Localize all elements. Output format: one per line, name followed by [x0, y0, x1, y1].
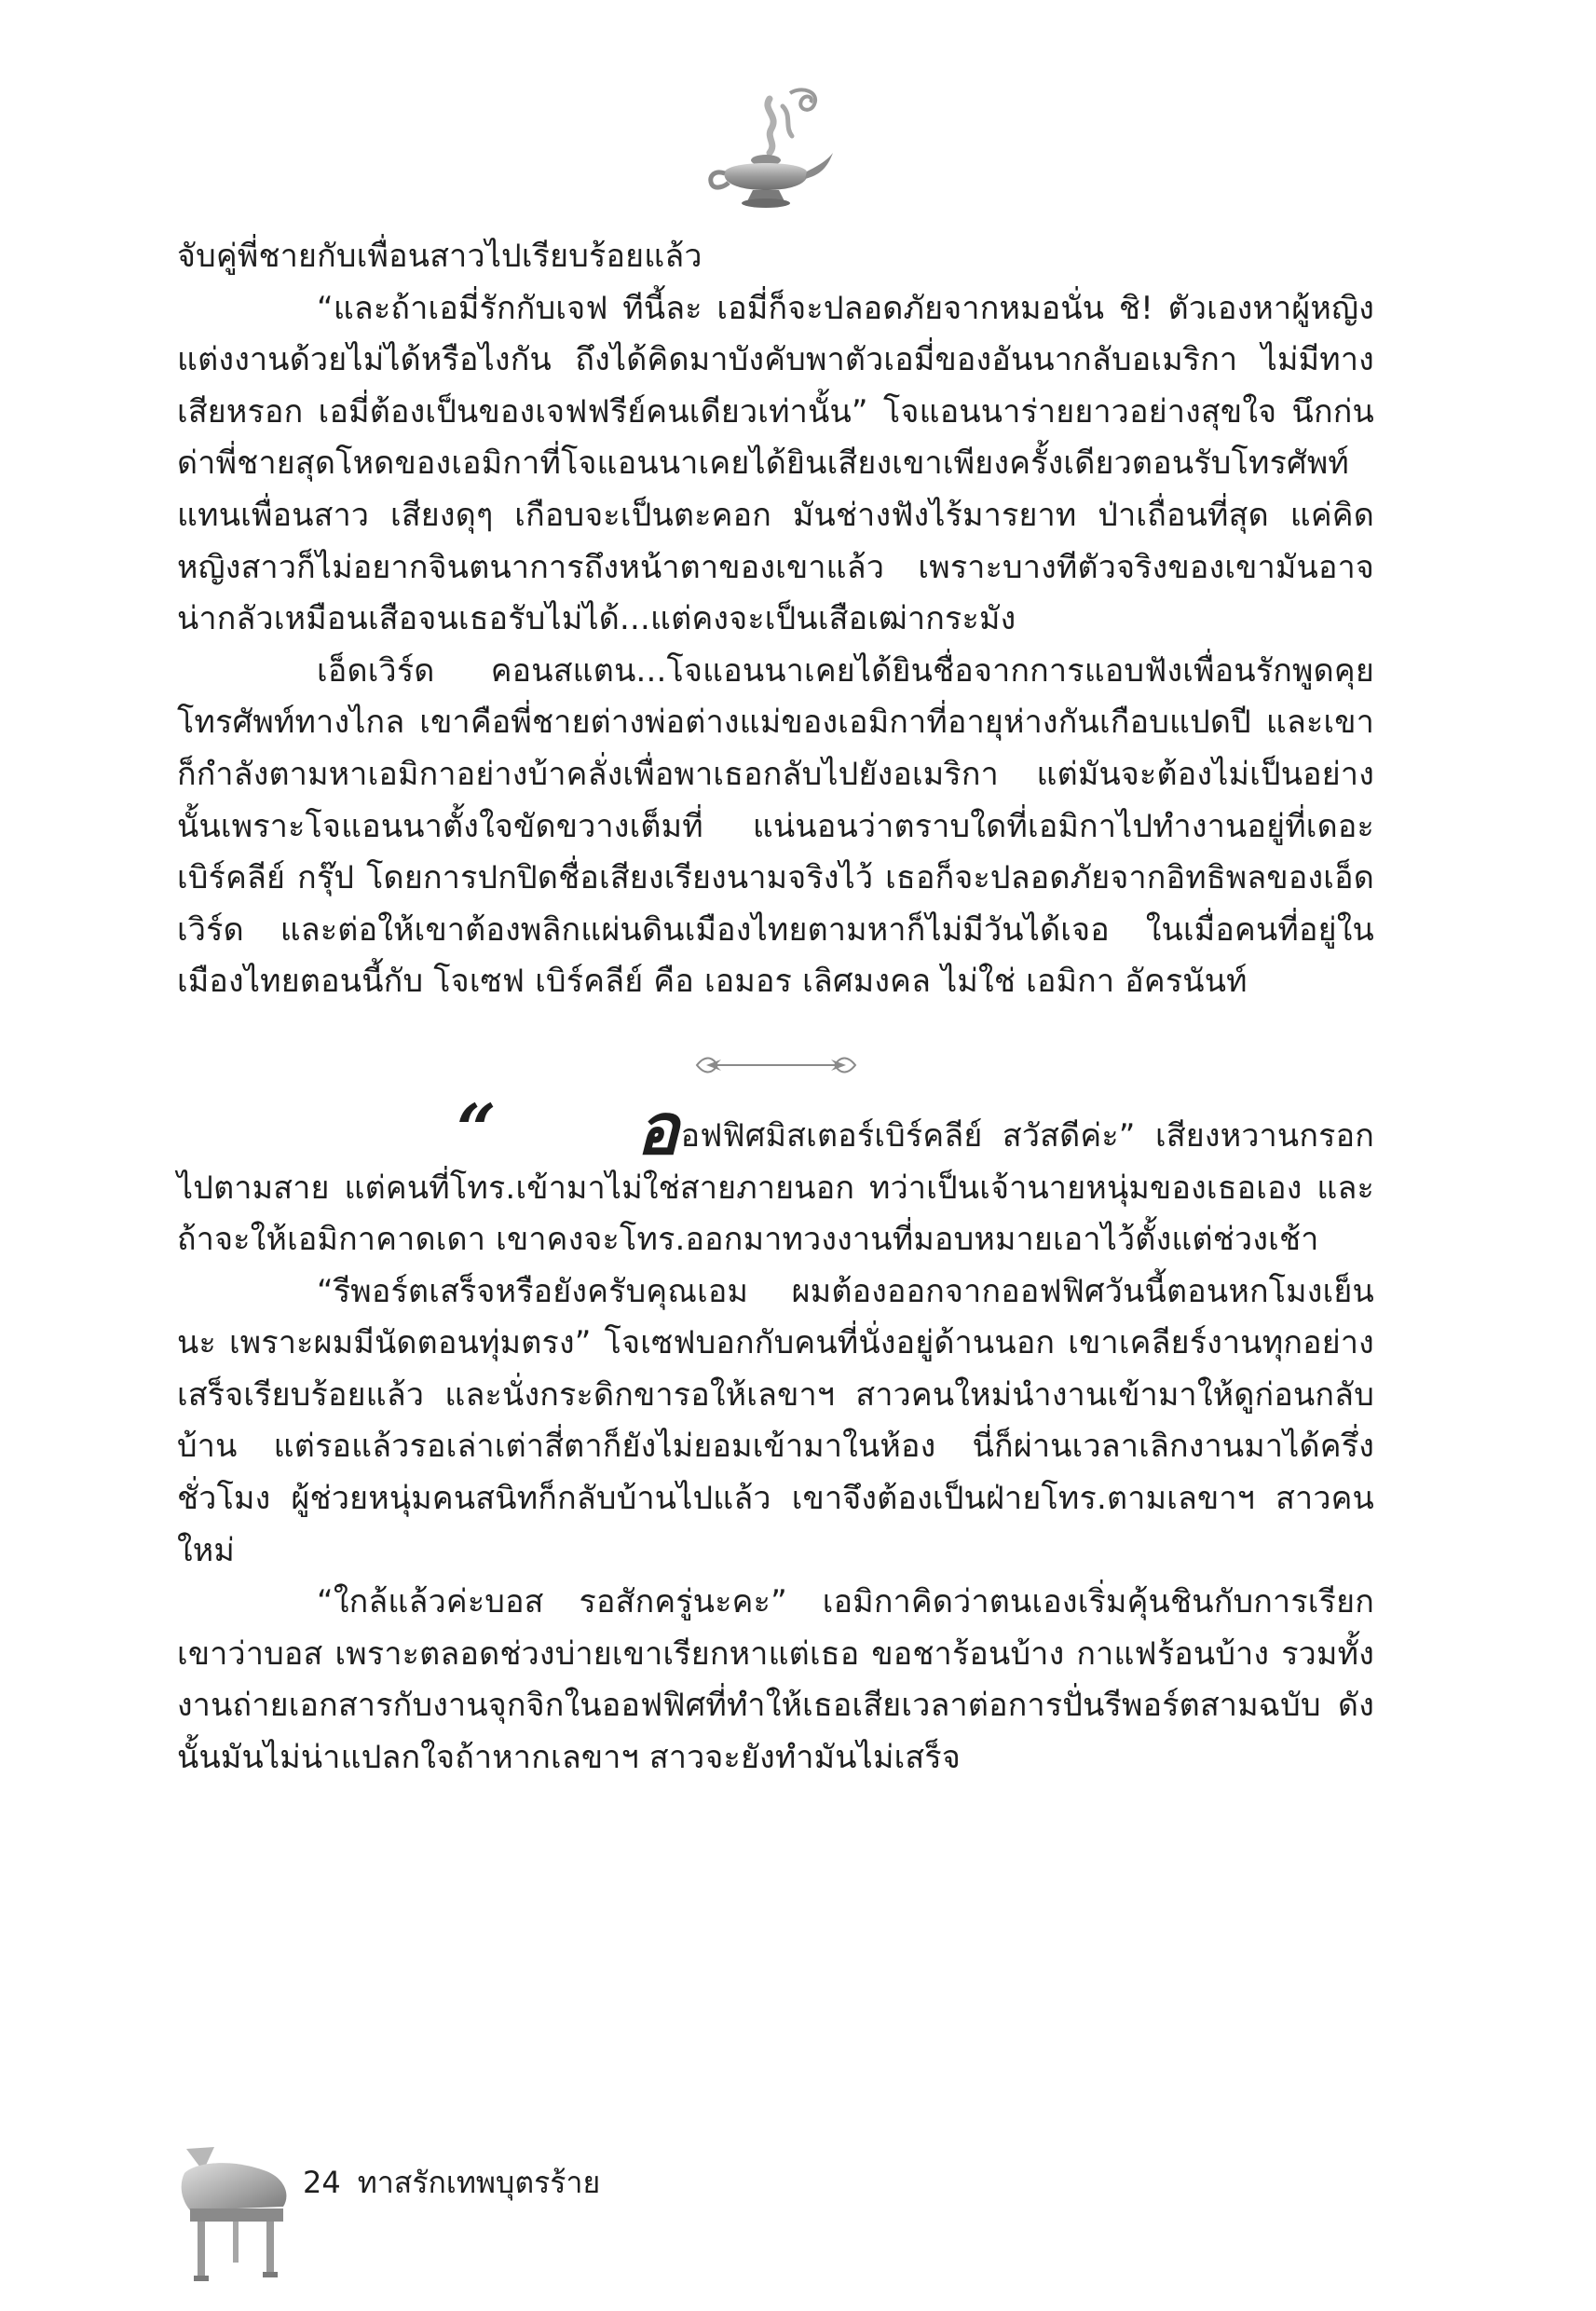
paragraph: “รีพอร์ตเสร็จหรือยังครับคุณเอม ผมต้องออกจากออฟฟิศวันนี้ตอนหกโมงเย็นนะ เพราะผมมีนัดตอนทุ่มตรง” โจเซฟบอกกับคนที่นั่งอยู่ด้านนอก เขาเคลียร์งานทุกอย่างเสร็จเรียบร้อยแล้ว และนั่งกระดิกขารอให้เลขาฯ สาวคนใหม่นำงานเข้ามาให้ดูก่อนกลับบ้าน แต่รอแล้วรอเล่าเต่าสี่ตาก็ยังไม่ยอมเข้ามาในห้อง นี่ก็ผ่านเวลาเลิกงานมาได้ครึ่งชั่วโมง ผู้ช่วยหนุ่มคนสนิทก็กลับบ้านไปแล้ว เขาจึงต้องเป็นฝ่ายโทร.ตามเลขาฯ สาวคนใหม่ — [177, 1272, 1374, 1569]
lead-text: อฟฟิศมิสเตอร์เบิร์คลีย์ สวัสดีค่ะ” เสียงหวานกรอกไปตามสาย แต่คนที่โทร.เข้ามาไม่ใช่สายภายนอก ทว่าเป็นเจ้านายหนุ่มของเธอเอง และถ้าจะให้เอมิกาคาดเดา เขาคงจะโทร.ออกมาทวงงานที่มอบหมายเอาไว้ตั้งแต่ช่วงเช้า — [177, 1116, 1374, 1259]
page-footer — [177, 2143, 1016, 2283]
chapter-section-lead — [177, 1087, 1374, 1266]
paragraph: “และถ้าเอมี่รักกับเจฟ ทีนี้ละ เอมี่ก็จะปลอดภัยจากหมอนั่น ชิ! ตัวเองหาผู้หญิงแต่งงานด้วยไม่ได้หรือไงกัน ถึงได้คิดมาบังคับพาตัวเอมี่ของอันนากลับอเมริกา ไม่มีทางเสียหรอก เอมี่ต้องเป็นของเจฟฟรีย์คนเดียวเท่านั้น” โจแอนนาร่ายยาวอย่างสุขใจ นึกก่นด่าพี่ชายสุดโหดของเอมิกาที่โจแอนนาเคยได้ยินเสียงเขาเพียงครั้งเดียวตอนรับโทรศัพท์แทนเพื่อนสาว เสียงดุๆ เกือบจะเป็นตะคอก มันช่างฟังไร้มารยาท ป่าเถื่อนที่สุด แค่คิดหญิงสาวก็ไม่อยากจินตนาการถึงหน้าตาของเขาแล้ว เพราะบางทีตัวจริงของเขามันอาจน่ากลัวเหมือนเสือจนเธอรับไม่ได้...แต่คงจะเป็นเสือเฒ่ากระมัง — [177, 289, 1374, 638]
paragraph: จับคู่พี่ชายกับเพื่อนสาวไปเรียบร้อยแล้ว — [177, 238, 703, 275]
page-number: 24 — [303, 2165, 341, 2200]
main-text — [177, 231, 1374, 1785]
genie-lamp-icon — [704, 86, 835, 212]
drop-quote-mark: “ — [457, 1089, 497, 1170]
folio — [303, 2164, 600, 2201]
paragraph: “ใกล้แล้วค่ะบอส รอสักครู่นะคะ” เอมิกาคิดว่าตนเองเริ่มคุ้นชินกับการเรียกเขาว่าบอส เพราะตลอดช่วงบ่ายเขาเรียกหาแต่เธอ ขอชาร้อนบ้าง กาแฟร้อนบ้าง รวมทั้งงานถ่ายเอกสารกับงานจุกจิกในออฟฟิศที่ทำให้เธอเสียเวลาต่อการปั่นรีพอร์ตสามฉบับ ดังนั้นมันไม่น่าแปลกใจถ้าหากเลขาฯ สาวจะยังทำมันไม่เสร็จ — [177, 1583, 1374, 1777]
ornamental-divider-icon — [693, 1051, 859, 1079]
grand-piano-icon — [177, 2143, 293, 2283]
drop-cap-initial: อ — [635, 1087, 679, 1170]
paragraph: เอ็ดเวิร์ด คอนสแตน...โจแอนนาเคยได้ยินชื่อจากการแอบฟังเพื่อนรักพูดคุยโทรศัพท์ทางไกล เขาคือพี่ชายต่างพ่อต่างแม่ของเอมิกาที่อายุห่างกันเกือบแปดปี และเขาก็กำลังตามหาเอมิกาอย่างบ้าคลั่งเพื่อพาเธอกลับไปยังอเมริกา แต่มันจะต้องไม่เป็นอย่างนั้นเพราะโจแอนนาตั้งใจขัดขวางเต็มที่ แน่นอนว่าตราบใดที่เอมิกาไปทำงานอยู่ที่เดอะ เบิร์คลีย์ กรุ๊ป โดยการปกปิดชื่อเสียงเรียงนามจริงไว้ เธอก็จะปลอดภัยจากอิทธิพลของเอ็ดเวิร์ด และต่อให้เขาต้องพลิกแผ่นดินเมืองไทยตามหาก็ไม่มีวันได้เจอ ในเมื่อคนที่อยู่ในเมืองไทยตอนนี้กับ โจเซฟ เบิร์คลีย์ คือ เอมอร เลิศมงคล ไม่ใช่ เอมิกา อัครนันท์ — [177, 651, 1374, 1001]
book-title: ทาสรักเทพบุตรร้าย — [357, 2165, 601, 2200]
